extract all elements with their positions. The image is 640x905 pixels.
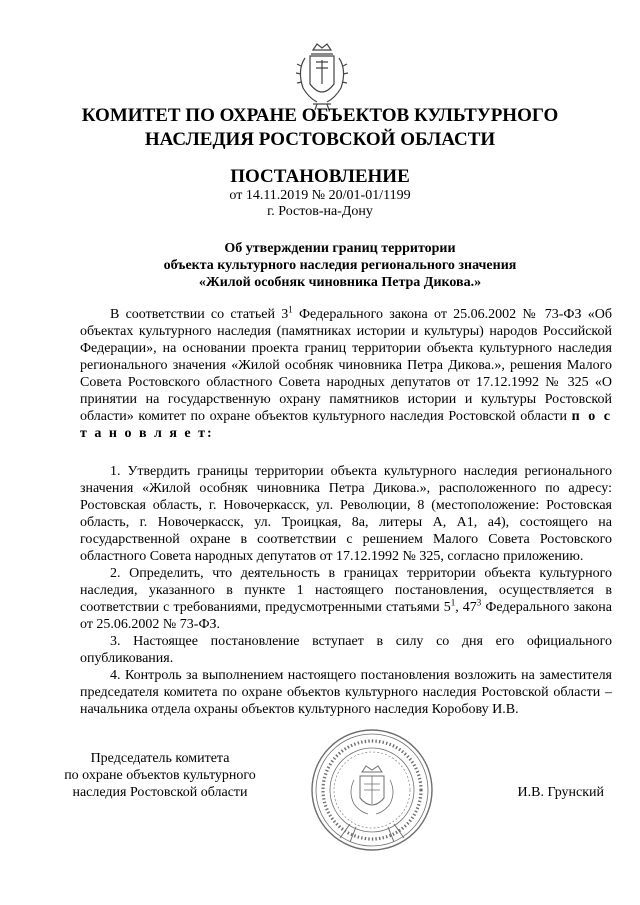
coat-of-arms-icon — [293, 40, 351, 112]
item2-superscript-2: 3 — [476, 597, 482, 608]
signatory-title-line-1: Председатель комитета — [90, 751, 230, 766]
preamble — [80, 306, 612, 442]
item2-text-2: , 47 — [455, 600, 477, 615]
signatory-title — [40, 750, 280, 801]
decree-word: п о с т а н о в л я е т: — [80, 409, 613, 441]
document-city: г. Ростов-на-Дону — [267, 204, 373, 219]
decree-items — [80, 463, 612, 718]
preamble-paragraph — [80, 306, 612, 442]
item2-text-3: Федерального закона от 25.06.2002 № 73-ФЗ. — [80, 600, 613, 632]
decree-item-2 — [80, 565, 612, 633]
decree-item-1: 1. Утвердить границы территории объекта культурного наследия регионального значения «Жилой особняк чиновника Петра Дикова.», расположенного по адресу: Ростовская область, г. Новочеркасск, ул. Революции, 8 (местоположение: Ростовская область, г. Новочеркасск, ул. Троицкая, 8а, литеры А, А1, а4), состоящего на государственной охране в соответствии с решением Малого Совета Ростовского областного Совета народных депутатов от 17.12.1992 № 325, согласно приложению. — [80, 464, 612, 564]
org-line-2: НАСЛЕДИЯ РОСТОВСКОЙ ОБЛАСТИ — [144, 129, 496, 150]
signatory-title-line-3: наследия Ростовской области — [72, 785, 248, 800]
subject-line-1: Об утверждении границ территории — [224, 241, 456, 256]
preamble-superscript: 1 — [288, 304, 293, 315]
document-type: ПОСТАНОВЛЕНИЕ — [230, 166, 410, 187]
document-subject — [60, 240, 620, 291]
preamble-text-2: Федерального закона от 25.06.2002 № 73-ФЗ «Об объектах культурного наследия (памятниках истории и культуры) народов Российской Федерации», на основании проекта границ территории объекта культурного наследия регионального значения «Жилой особняк чиновника Петра Дикова.», решения Малого Совета Ростовского областного Совета народных депутатов от 17.12.1992 № 325 «О принятии на государственную охрану памятников истории и культуры Ростовской области» комитет по охране объектов культурного наследия Ростовской области — [80, 307, 612, 424]
document-date-number: от 14.11.2019 № 20/01-01/1199 — [229, 188, 411, 203]
subject-line-2: объекта культурного наследия регионального значения — [163, 258, 517, 273]
preamble-text-1: В соответствии со статьей 3 — [110, 307, 289, 322]
subject-line-3: «Жилой особняк чиновника Петра Дикова.» — [198, 275, 482, 290]
signatory-name: И.В. Грунский — [517, 785, 604, 800]
decree-item-4: 4. Контроль за выполнением настоящего постановления возложить на заместителя председателя комитета по охране объектов культурного наследия Ростовской области – начальника отдела охраны объектов культурного наследия Коробову И.В. — [80, 668, 612, 717]
official-seal-icon — [310, 728, 434, 852]
item2-text-1: 2. Определить, что деятельность в границах территории объекта культурного наследия, указанного в пункте 1 настоящего постановления, осуществляется в соответствии с требованиями, предусмотренными статьями 5 — [80, 566, 612, 615]
org-line-1: КОМИТЕТ ПО ОХРАНЕ ОБЪЕКТОВ КУЛЬТУРНОГО — [81, 105, 559, 126]
decree-item-3: 3. Настоящее постановление вступает в силу со дня его официального опубликования. — [80, 634, 612, 666]
organization-name — [60, 104, 580, 152]
signatory-title-line-2: по охране объектов культурного — [64, 768, 256, 783]
item2-superscript-1: 1 — [450, 597, 456, 608]
